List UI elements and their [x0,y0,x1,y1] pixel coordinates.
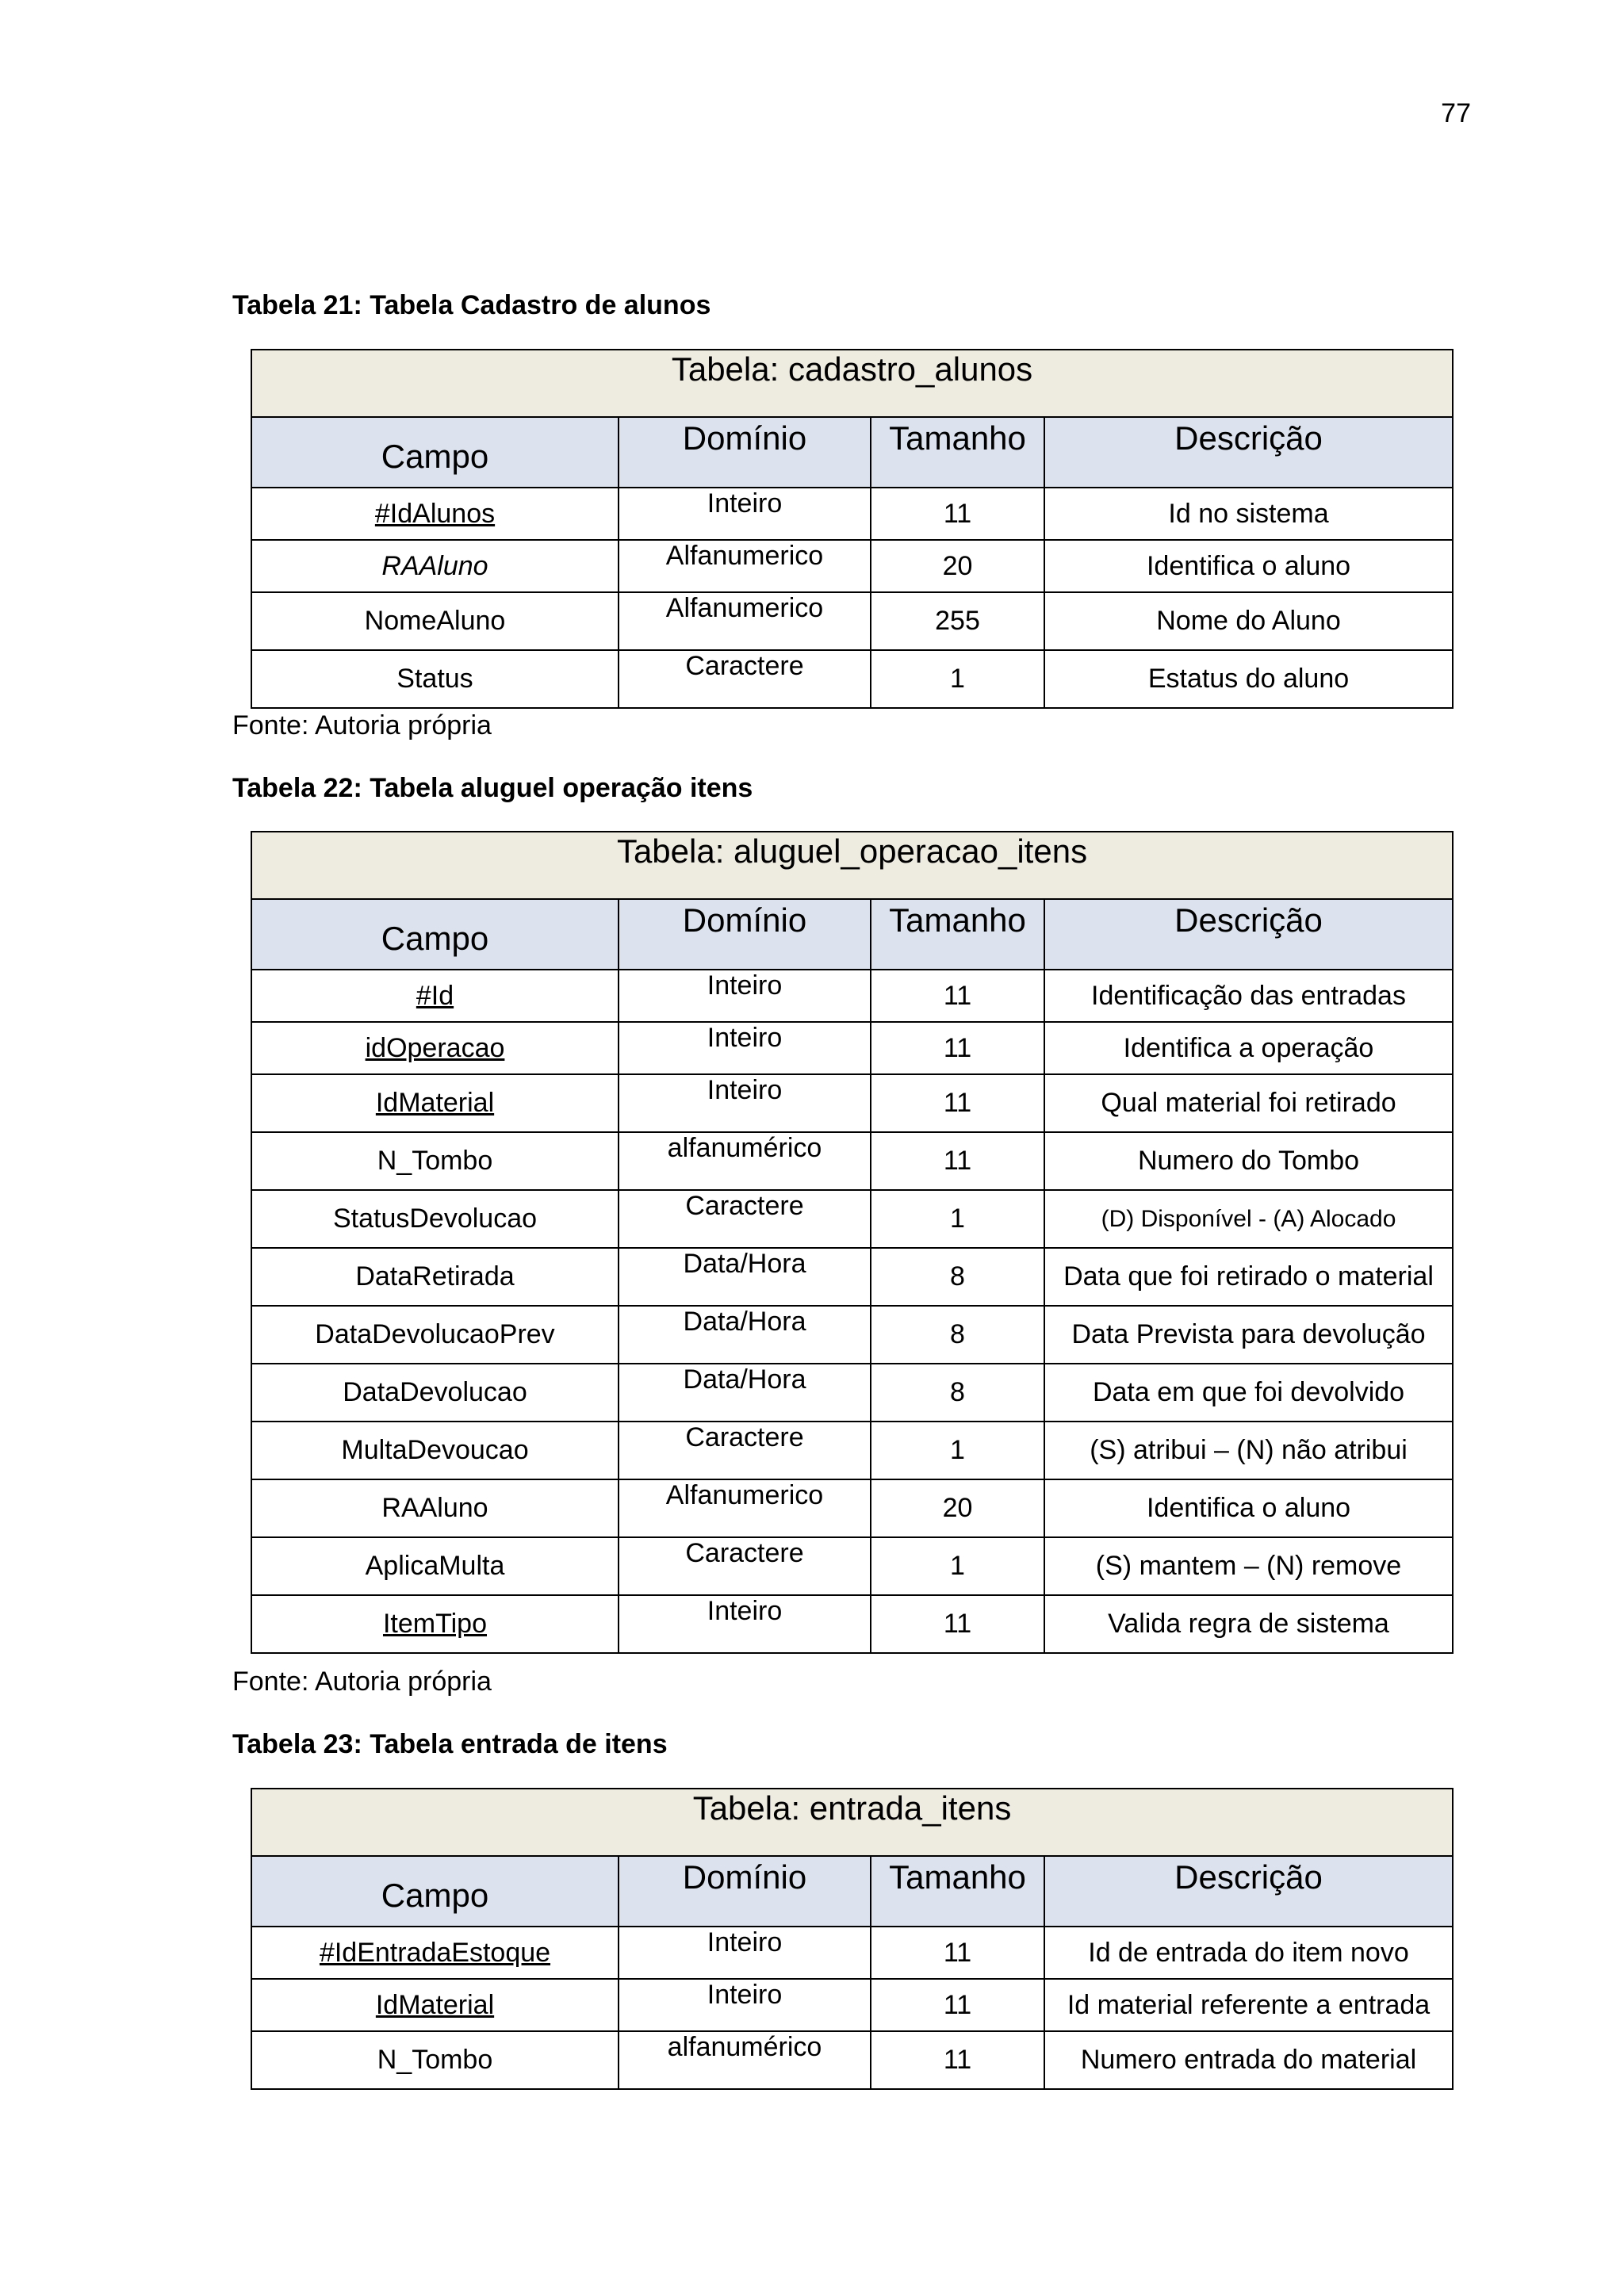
field-description: Data em que foi devolvido [1044,1364,1453,1422]
header-descricao: Descrição [1044,1856,1453,1927]
field-domain: Caractere [619,650,871,708]
field-name: #Id [251,970,619,1022]
field-name: NomeAluno [251,592,619,650]
field-size: 11 [871,1595,1044,1653]
field-domain: Inteiro [619,1074,871,1132]
table-caption: Tabela 23: Tabela entrada de itens [232,1729,668,1759]
field-size: 20 [871,540,1044,592]
field-domain: Inteiro [619,970,871,1022]
field-domain: Alfanumerico [619,592,871,650]
column-header-row [251,417,1453,488]
field-description: Identificação das entradas [1044,970,1453,1022]
field-description: Estatus do aluno [1044,650,1453,708]
field-description: Identifica o aluno [1044,540,1453,592]
field-domain: Caractere [619,1537,871,1595]
field-size: 11 [871,2031,1044,2089]
table-row [251,1979,1453,2031]
field-domain: Caractere [619,1190,871,1248]
field-name: DataDevolucao [251,1364,619,1422]
header-descricao: Descrição [1044,417,1453,488]
field-size: 11 [871,1132,1044,1190]
field-size: 11 [871,1927,1044,1979]
table-row [251,1132,1453,1190]
field-size: 8 [871,1306,1044,1364]
table-row [251,2031,1453,2089]
table-row [251,650,1453,708]
field-size: 255 [871,592,1044,650]
field-name: Status [251,650,619,708]
table-row [251,592,1453,650]
table-row [251,1190,1453,1248]
field-name: DataRetirada [251,1248,619,1306]
table-source: Fonte: Autoria própria [232,710,492,740]
field-name: DataDevolucaoPrev [251,1306,619,1364]
field-size: 1 [871,1422,1044,1479]
field-description: (S) atribui – (N) não atribui [1044,1422,1453,1479]
field-size: 11 [871,488,1044,540]
field-size: 1 [871,1537,1044,1595]
field-description: Identifica a operação [1044,1022,1453,1074]
header-dominio: Domínio [619,1856,871,1927]
field-description: Valida regra de sistema [1044,1595,1453,1653]
table-row [251,1927,1453,1979]
header-dominio: Domínio [619,417,871,488]
table-row [251,1595,1453,1653]
field-size: 1 [871,1190,1044,1248]
field-name: #IdEntradaEstoque [251,1927,619,1979]
table-name: Tabela: aluguel_operacao_itens [251,832,1453,899]
field-description: Numero do Tombo [1044,1132,1453,1190]
header-tamanho: Tamanho [871,417,1044,488]
header-descricao: Descrição [1044,899,1453,970]
field-name: RAAluno [251,540,619,592]
field-name: StatusDevolucao [251,1190,619,1248]
field-domain: Inteiro [619,488,871,540]
column-header-row [251,1856,1453,1927]
field-size: 1 [871,650,1044,708]
field-name: RAAluno [251,1479,619,1537]
header-tamanho: Tamanho [871,899,1044,970]
field-domain: Data/Hora [619,1248,871,1306]
header-tamanho: Tamanho [871,1856,1044,1927]
field-description: Data Prevista para devolução [1044,1306,1453,1364]
table-row [251,1537,1453,1595]
field-name: N_Tombo [251,2031,619,2089]
table-source: Fonte: Autoria própria [232,1667,492,1697]
field-description: (D) Disponível - (A) Alocado [1044,1190,1453,1248]
table-caption: Tabela 22: Tabela aluguel operação itens [232,773,753,803]
table-row [251,1074,1453,1132]
header-campo: Campo [251,417,619,488]
field-size: 11 [871,970,1044,1022]
table-cadastro-alunos [251,349,1454,709]
column-header-row [251,899,1453,970]
page-number: 77 [1441,98,1471,128]
field-description: (S) mantem – (N) remove [1044,1537,1453,1595]
field-size: 8 [871,1248,1044,1306]
field-domain: Data/Hora [619,1364,871,1422]
field-size: 20 [871,1479,1044,1537]
table-name: Tabela: cadastro_alunos [251,350,1453,417]
table-caption: Tabela 21: Tabela Cadastro de alunos [232,290,711,320]
field-domain: Inteiro [619,1927,871,1979]
header-campo: Campo [251,899,619,970]
table-name: Tabela: entrada_itens [251,1789,1453,1856]
table-row [251,970,1453,1022]
field-description: Id no sistema [1044,488,1453,540]
field-name: ItemTipo [251,1595,619,1653]
field-domain: Inteiro [619,1979,871,2031]
field-name: idOperacao [251,1022,619,1074]
field-description: Id material referente a entrada [1044,1979,1453,2031]
field-size: 11 [871,1074,1044,1132]
field-name: #IdAlunos [251,488,619,540]
table-row [251,1022,1453,1074]
field-description: Qual material foi retirado [1044,1074,1453,1132]
field-domain: alfanumérico [619,2031,871,2089]
field-domain: Data/Hora [619,1306,871,1364]
table-aluguel-operacao-itens [251,831,1454,1654]
header-dominio: Domínio [619,899,871,970]
field-name: AplicaMulta [251,1537,619,1595]
field-domain: Alfanumerico [619,1479,871,1537]
table-row [251,488,1453,540]
field-description: Id de entrada do item novo [1044,1927,1453,1979]
table-row [251,1306,1453,1364]
field-name: MultaDevoucao [251,1422,619,1479]
table-row [251,1364,1453,1422]
field-domain: Inteiro [619,1595,871,1653]
table-row [251,1422,1453,1479]
field-name: IdMaterial [251,1979,619,2031]
field-description: Nome do Aluno [1044,592,1453,650]
table-row [251,1479,1453,1537]
field-size: 11 [871,1979,1044,2031]
field-name: N_Tombo [251,1132,619,1190]
field-size: 11 [871,1022,1044,1074]
table-row [251,540,1453,592]
field-domain: Alfanumerico [619,540,871,592]
header-campo: Campo [251,1856,619,1927]
field-domain: Inteiro [619,1022,871,1074]
field-description: Identifica o aluno [1044,1479,1453,1537]
field-domain: Caractere [619,1422,871,1479]
table-entrada-itens [251,1788,1454,2090]
field-size: 8 [871,1364,1044,1422]
field-domain: alfanumérico [619,1132,871,1190]
table-row [251,1248,1453,1306]
field-description: Data que foi retirado o material [1044,1248,1453,1306]
field-name: IdMaterial [251,1074,619,1132]
field-description: Numero entrada do material [1044,2031,1453,2089]
